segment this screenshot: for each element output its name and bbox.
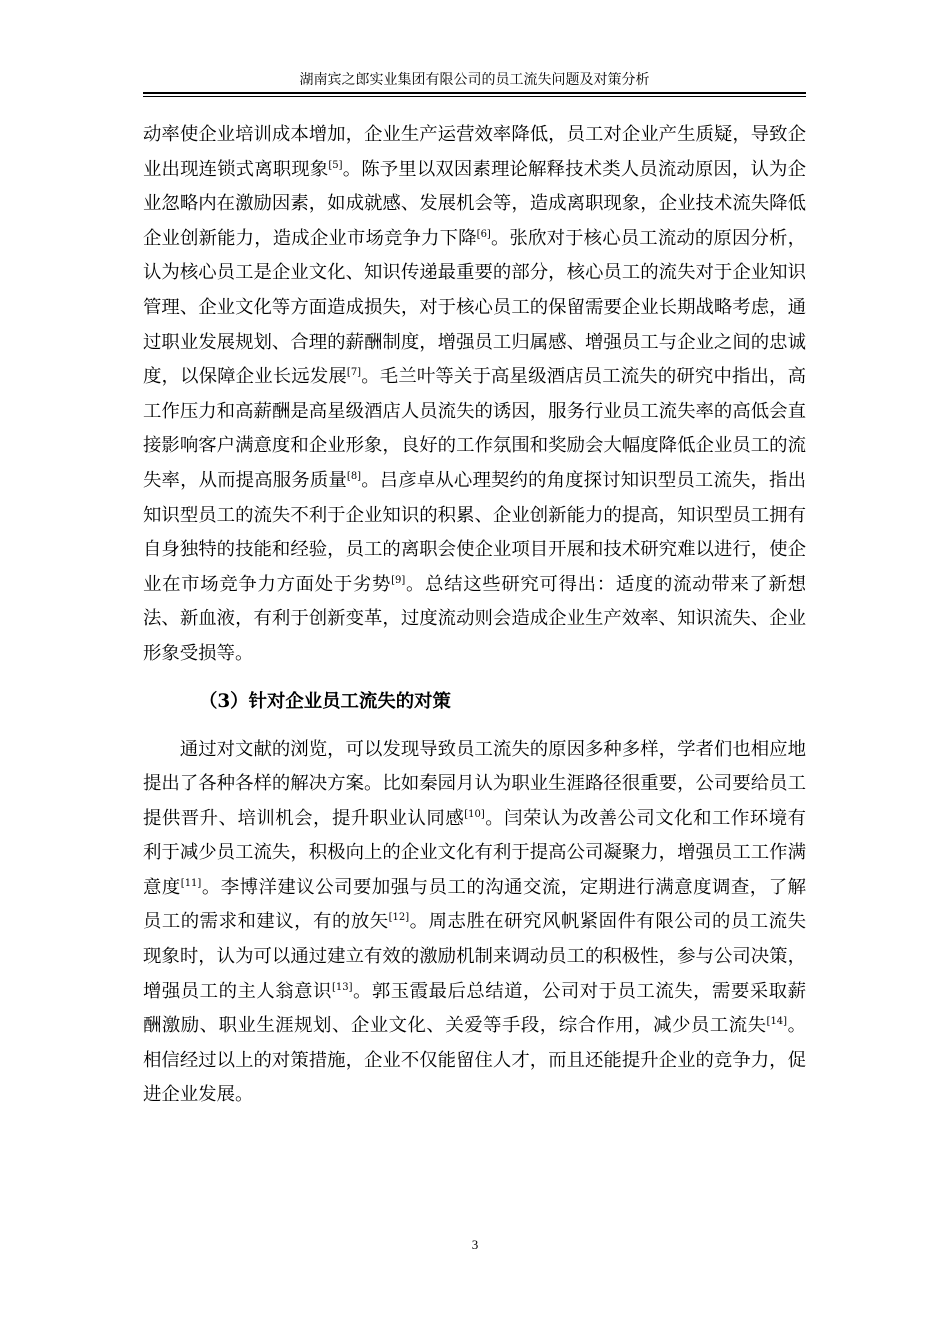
- header-rule-thin: [143, 96, 806, 97]
- paragraph-text: 。李博洋建议公司要加强与员工的沟通交流，定期进行满意度调查，了解员工的需求和建议，有的放矢: [143, 876, 806, 933]
- paragraph-text: 。周志胜在研究风帆紧固件有限公司的员工流失现象时，认为可以通过建立有效的激励机制来调动员工的积极性，参与公司决策，增强员工的主人翁意识: [143, 911, 806, 1002]
- citation-ref: [12]: [388, 912, 410, 924]
- paragraph-text: 。吕彦卓从心理契约的角度探讨知识型员工流失，指出知识型员工的流失不利于企业知识的积累、企业创新能力的提高，知识型员工拥有自身独特的技能和经验，员工的离职会使企业项目开展和技术研究难以进行，使企业在市场竞争力方面处于劣势: [143, 469, 806, 595]
- paragraph-countermeasures: [143, 733, 806, 1114]
- paragraph-text: 。郭玉霞最后总结道，公司对于员工流失，需要采取薪酬激励、职业生涯规划、企业文化、关爱等手段，综合作用，减少员工流失: [143, 980, 806, 1037]
- running-header: 湖南宾之郎实业集团有限公司的员工流失问题及对策分析: [299, 72, 650, 88]
- citation-ref: [10]: [464, 808, 485, 820]
- section-heading: （3）针对企业员工流失的对策: [199, 690, 451, 712]
- paragraph-text: 。陈予里以双因素理论解释技术类人员流动原因，认为企业忽略内在激励因素，如成就感、发展机会等，造成离职现象，企业技术流失降低企业创新能力，造成企业市场竞争力下降: [143, 158, 806, 249]
- paragraph-text: 动率使企业培训成本增加，企业生产运营效率降低，员工对企业产生质疑，导致企业出现连锁式离职现象: [143, 124, 806, 180]
- citation-ref: [11]: [180, 877, 202, 889]
- paragraph-text: 。毛兰叶等关于高星级酒店员工流失的研究中指出，高工作压力和高薪酬是高星级酒店人员流失的诱因，服务行业员工流失率的高低会直接影响客户满意度和企业形象，良好的工作氛围和奖励会大幅度降低企业员工的流失率，从而提高服务质量: [143, 366, 806, 491]
- paragraph-text: 。闫荣认为改善公司文化和工作环境有利于减少员工流失，积极向上的企业文化有利于提高公司凝聚力，增强员工工作满意度: [143, 807, 806, 898]
- paragraph-literature-review: [143, 118, 806, 672]
- document-body: [143, 118, 806, 1113]
- citation-ref: [14]: [766, 1016, 788, 1028]
- citation-ref: [5]: [328, 159, 343, 171]
- header-rule-thick: [143, 92, 806, 94]
- paragraph-text: 。相信经过以上的对策措施，企业不仅能留住人才，而且还能提升企业的竞争力，促进企业发展。: [143, 1015, 806, 1106]
- paragraph-text: 。总结这些研究可得出：适度的流动带来了新想法、新血液，有利于创新变革，过度流动则会造成企业生产效率、知识流失、企业形象受损等。: [143, 573, 806, 664]
- citation-ref: [8]: [346, 470, 362, 482]
- citation-ref: [9]: [391, 574, 406, 586]
- paragraph-text: 。张欣对于核心员工流动的原因分析，认为核心员工是企业文化、知识传递最重要的部分，核心员工的流失对于企业知识管理、企业文化等方面造成损失，对于核心员工的保留需要企业长期战略考虑，通过职业发展规划、合理的薪酬制度，增强员工归属感、增强员工与企业之间的忠诚度，以保障企业长远发展: [143, 227, 806, 388]
- citation-ref: [7]: [346, 367, 362, 379]
- citation-ref: [6]: [476, 228, 491, 240]
- paragraph-text: 通过对文献的浏览，可以发现导致员工流失的原因多种多样，学者们也相应地提出了各种各样的解决方案。比如秦园月认为职业生涯路径很重要，公司要给员工提供晋升、培训机会，提升职业认同感: [143, 738, 806, 829]
- page-number: 3: [471, 1237, 479, 1252]
- citation-ref: [13]: [331, 981, 353, 993]
